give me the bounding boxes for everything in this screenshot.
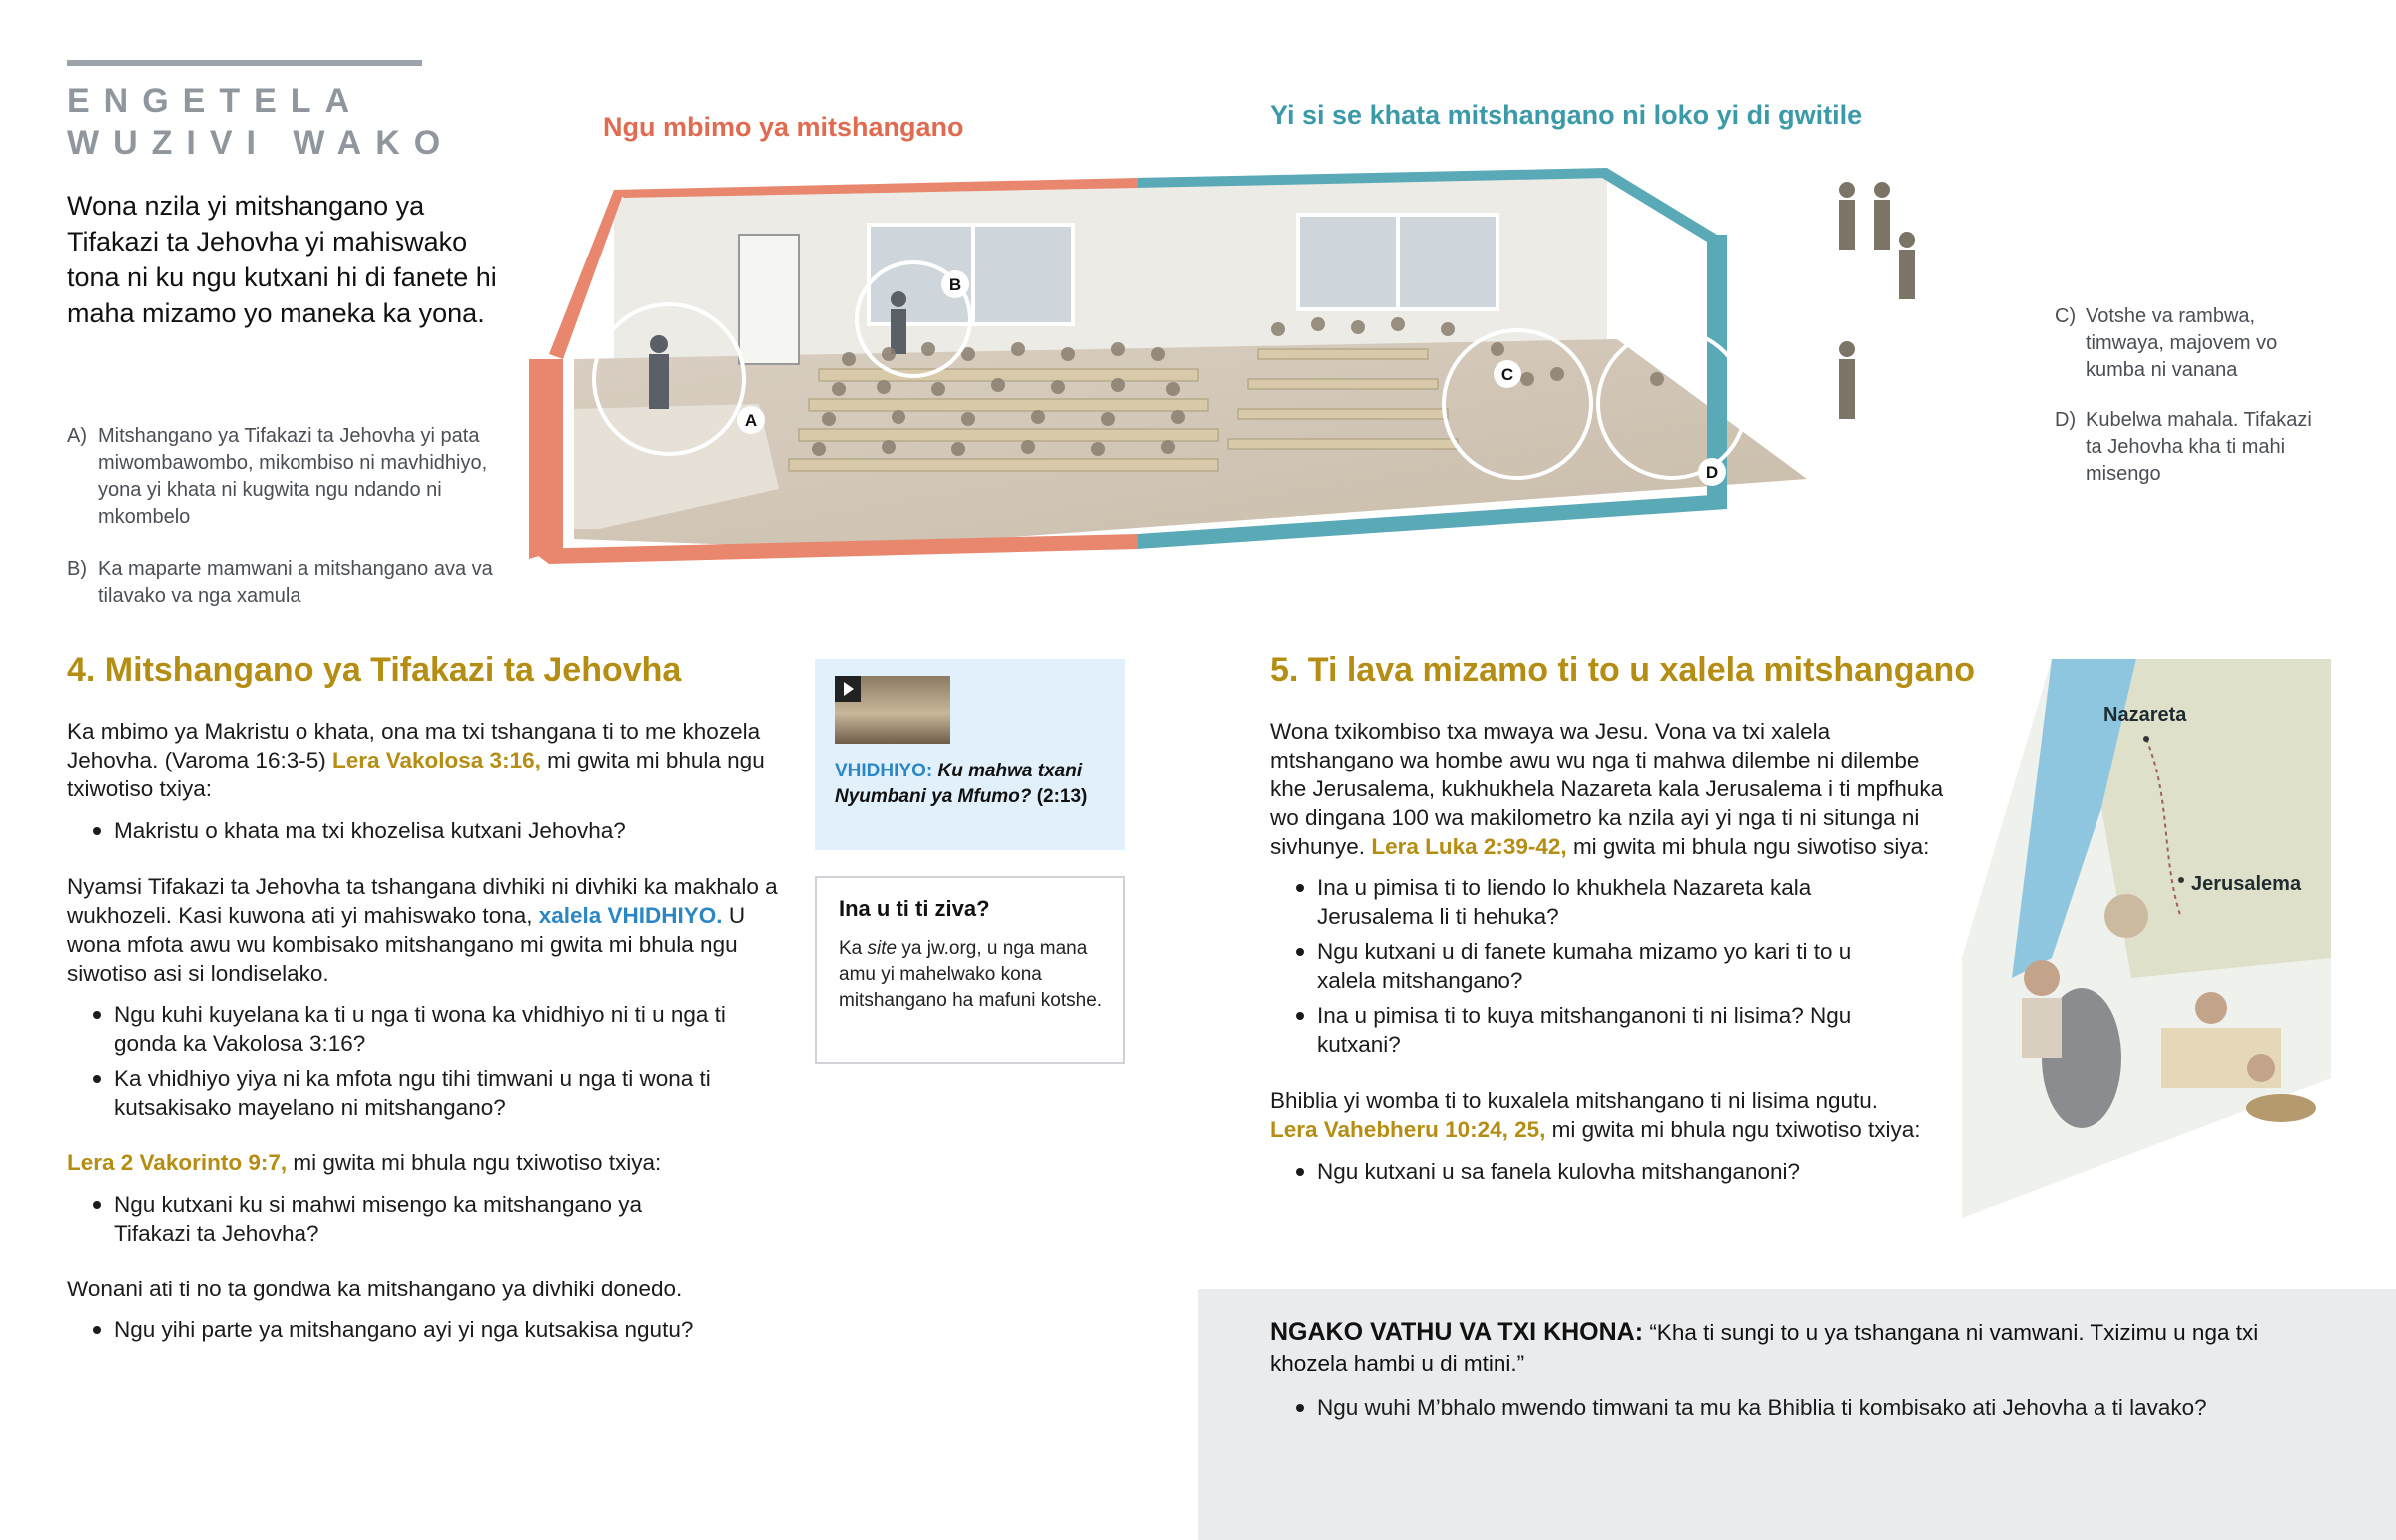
section-4-heading: 4. Mitshangano ya Tifakazi ta Jehovha xyxy=(67,651,682,689)
header-rule xyxy=(67,60,422,66)
caption-c: C) Votshe va rambwa, timwaya, majovem vo kumba ni vanana xyxy=(2055,305,2278,381)
scripture-link-hebrews[interactable]: Lera Vahebheru 10:24, 25, xyxy=(1270,1117,1546,1142)
svg-text:D: D xyxy=(1705,463,1719,482)
section-4-questions-2 xyxy=(67,1000,778,1128)
map-label-jerusalem: Jerusalema xyxy=(2191,873,2302,895)
section-5-paragraph-2: Bhiblia yi womba ti to kuxalela mitshangano ti ni lisima ngutu. Lera Vahebheru 10:24, 25, mi gwita mi bhula ngu txiwotiso txiya: xyxy=(1270,1088,1921,1142)
scripture-link-corinthians[interactable]: Lera 2 Vakorinto 9:7, xyxy=(67,1150,288,1175)
section-4-paragraph-4: Wonani ati ti no ta gondwa ka mitshangano ya divhiki donedo. xyxy=(67,1277,683,1301)
section-5-heading: 5. Ti lava mizamo ti to u xalela mitshangano xyxy=(1270,651,1976,689)
section-4-questions-1 xyxy=(67,816,778,851)
video-caption: VHIDHIYO: Ku mahwa txani Nyumbani ya Mfumo? (2:13) xyxy=(835,761,1088,807)
section-4-questions-4 xyxy=(67,1315,778,1350)
question: Ngu kuhi kuyelana ka ti u nga ti wona ka vhidhiyo ni ti u nga ti gonda ka Vakolosa 3:16? xyxy=(67,1000,778,1058)
section-5-questions-2 xyxy=(1270,1157,1959,1192)
question: Ka vhidhiyo yiya ni ka mfota ngu tihi timwani u nga ti wona ti kutsakisako mayelano ni mitshangano? xyxy=(67,1064,778,1122)
label-during-meeting: Ngu mbimo ya mitshangano xyxy=(603,112,964,142)
caption-a: A) Mitshangano ya Tifakazi ta Jehovha yi pata miwombawombo, mikombiso ni mavhidhiyo, yona yi khata ni kugwita ngu ndando ni mkombelo xyxy=(67,425,488,528)
question: Ngu yihi parte ya mitshangano ayi yi nga kutsakisa ngutu? xyxy=(67,1315,778,1344)
svg-text:B: B xyxy=(948,275,962,294)
did-you-know-text: Ka site ya jw.org, u nga mana amu yi mahelwako kona mitshangano ha mafuni kotshe. xyxy=(839,938,1103,1011)
section-4-paragraph-3: Lera 2 Vakorinto 9:7, mi gwita mi bhula ngu txiwotiso txiya: xyxy=(67,1150,662,1175)
question: Ina u pimisa ti to liendo lo khukhela Nazareta kala Jerusalema li ti hehuka? xyxy=(1270,873,1909,931)
marker-c xyxy=(1494,360,1521,388)
question: Ngu kutxani u di fanete kumaha mizamo yo kari ti to u xalela mitshangano? xyxy=(1270,937,1909,995)
video-duration: (2:13) xyxy=(1036,786,1088,807)
common-objection: NGAKO VATHU VA TXI KHONA: “Kha ti sungi to u ya tshangana ni vamwani. Txizimu u nga txi khozela hambi u di mtini.” xyxy=(1270,1318,2259,1376)
question: Ina u pimisa ti to kuya mitshanganoni ti ni lisima? Ngu kutxani? xyxy=(1270,1001,1909,1059)
svg-text:A: A xyxy=(744,411,758,430)
svg-text:C: C xyxy=(1500,365,1514,384)
journey-map-illustration xyxy=(1962,659,2341,1218)
marker-d xyxy=(1698,458,1726,486)
question: Ngu kutxani ku si mahwi misengo ka mitshangano ya Tifakazi ta Jehovha? xyxy=(67,1190,666,1248)
objection-lead: NGAKO VATHU VA TXI KHONA: xyxy=(1270,1318,1644,1346)
question: Ngu wuhi M’bhalo mwendo timwani ta mu ka Bhiblia ti kombisako ati Jehovha a ti lavako? xyxy=(1270,1393,2328,1422)
question: Ngu kutxani u sa fanela kulovha mitshanganoni? xyxy=(1270,1157,1959,1186)
section-4-paragraph-1: Ka mbimo ya Makristu o khata, ona ma txi tshangana ti to me khozela Jehovha. (Varoma 16:3-5) Lera Vakolosa 3:16, mi gwita mi bhula ngu txiwotiso txiya: xyxy=(67,719,765,801)
caption-b: B) Ka maparte mamwani a mitshangano ava va tilavako va nga xamula xyxy=(67,558,493,607)
marker-a xyxy=(737,406,765,434)
caption-d: D) Kubelwa mahala. Tifakazi ta Jehovha kha ti mahi misengo xyxy=(2055,409,2312,485)
section-kicker xyxy=(67,80,454,164)
kicker-line-2: WUZIVI WAKO xyxy=(67,124,455,162)
marker-b xyxy=(941,270,969,298)
video-title[interactable]: Ku mahwa txani Nyumbani ya Mfumo? xyxy=(835,761,1083,807)
intro-text: Wona nzila yi mitshangano ya Tifakazi ta Jehovha yi mahiswako tona ni ku ngu kutxani hi di fanete hi maha mizamo yo maneka ka yona. xyxy=(67,191,497,328)
question: Makristu o khata ma txi khozelisa kutxani Jehovha? xyxy=(67,816,778,845)
map-label-nazareth: Nazareta xyxy=(2103,704,2187,726)
section-4-questions-3 xyxy=(67,1190,666,1254)
did-you-know-title: Ina u ti ti ziva? xyxy=(839,896,990,921)
section-4-paragraph-2: Nyamsi Tifakazi ta Jehovha ta tshangana divhiki ni divhiki ka makhalo a wukhozeli. Kasi kuwona ati yi mahiswako tona, xalela VHIDHIYO. U wona mfota awu wu kombisako mitshangano mi gwita mi bhula ngu siwotiso asi si londiselako. xyxy=(67,874,778,986)
kingdom-hall-illustration xyxy=(519,150,1917,609)
scripture-link-luke[interactable]: Lera Luka 2:39-42, xyxy=(1371,834,1567,859)
section-5-questions-1 xyxy=(1270,873,1909,1065)
kicker-line-1: ENGETELA xyxy=(67,82,364,120)
summary-questions xyxy=(1270,1393,2328,1428)
scripture-link-colossians[interactable]: Lera Vakolosa 3:16, xyxy=(331,748,541,772)
section-5-paragraph-1: Wona txikombiso txa mwaya wa Jesu. Vona va txi xalela mtshangano wa hombe awu wu nga ti mahwa dilembe ni dilembe khe Jerusalema, kukhukhela Nazareta kala Jerusalema i ti mpfhuka wo dingana 100 wa makilometro ka nzila ayi yi nga ti ni situnga ni sivhunye. Lera Luka 2:39-42, mi gwita mi bhula ngu siwotiso siya: xyxy=(1270,719,1944,859)
video-link[interactable]: xalela VHIDHIYO. xyxy=(538,903,723,928)
label-before-after-meeting: Yi si se khata mitshangano ni loko yi di gwitile xyxy=(1270,100,1863,130)
play-icon[interactable] xyxy=(835,676,861,702)
